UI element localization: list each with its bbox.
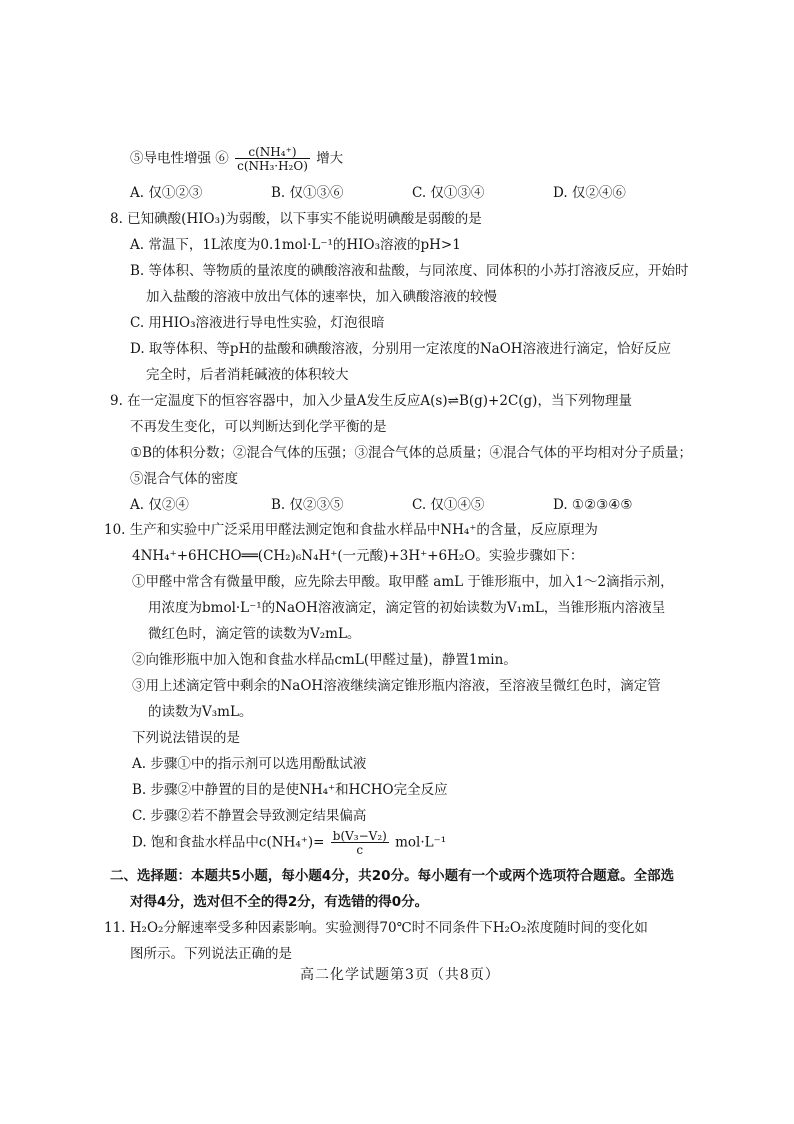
q10-option-d-prefix: D. 饱和食盐水样品中c(NH₄⁺)= (132, 834, 325, 851)
q10-step1-line3: 微红色时，滴定管的读数为V₂mL。 (148, 626, 361, 642)
q9-option-a: A. 仅②④ (130, 497, 189, 513)
q7-items-suffix: 增大 (316, 150, 344, 167)
q10-option-b: B. 步骤②中静置的目的是使NH₄⁺和HCHO完全反应 (132, 782, 448, 798)
q9-stem-line1: 9. 在一定温度下的恒容容器中，加入少量A发生反应A(s)⇌B(g)+2C(g)，当下列物理量 (110, 393, 632, 409)
q10-step1-line2: 用浓度为bmol·L⁻¹的NaOH溶液滴定，滴定管的初始读数为V₁mL，当锥形瓶内溶液呈 (148, 600, 666, 616)
q11-stem-line2: 图所示。下列说法正确的是 (130, 946, 292, 962)
q10-option-d-fraction (331, 830, 389, 856)
q7-option-d: D. 仅②④⑥ (553, 185, 626, 201)
q11-stem-line1: 11. H₂O₂分解速率受多种因素影响。实验测得70℃时不同条件下H₂O₂浓度随时间的变化如 (104, 920, 648, 936)
q8-option-b-line1: B. 等体积、等物质的量浓度的碘酸溶液和盐酸，与同浓度、同体积的小苏打溶液反应，开始时 (130, 263, 689, 279)
q7-items-prefix: ⑤导电性增强 ⑥ (130, 150, 229, 167)
q10-step3-line1: ③用上述滴定管中剩余的NaOH溶液继续滴定锥形瓶内溶液，至溶液呈微红色时，滴定管 (132, 678, 661, 694)
q8-stem: 8. 已知碘酸(HIO₃)为弱酸，以下事实不能说明碘酸是弱酸的是 (110, 211, 482, 227)
q10-step2: ②向锥形瓶中加入饱和食盐水样品cmL(甲醛过量)，静置1min。 (132, 652, 517, 668)
q8-option-a: A. 常温下，1L浓度为0.1mol·L⁻¹的HIO₃溶液的pH>1 (130, 237, 461, 253)
q10-step1-line1: ①甲醛中常含有微量甲酸，应先除去甲酸。取甲醛 amL 于锥形瓶中，加入1～2滴指示剂， (132, 574, 674, 590)
q7-option-b: B. 仅①③⑥ (271, 185, 344, 201)
q9-option-c: C. 仅①④⑤ (412, 497, 485, 513)
q10-ask: 下列说法错误的是 (132, 730, 240, 746)
q10-d-denominator: c (331, 842, 389, 856)
q9-option-d: D. ①②③④⑤ (553, 497, 633, 513)
q7-items-line (130, 146, 343, 172)
q10-equation: 4NH₄⁺+6HCHO══(CH₂)₆N₄H⁺(一元酸)+3H⁺+6H₂O。实验步骤如下： (132, 548, 584, 564)
q7-option-c: C. 仅①③④ (412, 185, 485, 201)
q7-frac-numerator: c(NH₄⁺) (248, 145, 297, 159)
q9-items-line2: ⑤混合气体的密度 (130, 471, 238, 487)
q7-frac-denominator: c(NH₃·H₂O) (237, 159, 308, 173)
q10-option-d (132, 830, 446, 856)
q8-option-d-line1: D. 取等体积、等pH的盐酸和碘酸溶液，分别用一定浓度的NaOH溶液进行滴定，恰好反应 (130, 341, 672, 357)
q10-option-c: C. 步骤②若不静置会导致测定结果偏高 (132, 808, 367, 824)
q9-stem-line2: 不再发生变化，可以判断达到化学平衡的是 (130, 419, 387, 435)
q10-step3-line2: 的读数为V₃mL。 (148, 704, 253, 720)
q9-items-line1: ①B的体积分数；②混合气体的压强；③混合气体的总质量；④混合气体的平均相对分子质量； (130, 445, 693, 461)
section2-heading-line1: 二、选择题：本题共5小题，每小题4分，共20分。每小题有一个或两个选项符合题意。全部选 (110, 868, 675, 884)
q7-ratio-fraction (235, 146, 310, 172)
q10-option-d-suffix: mol·L⁻¹ (395, 834, 447, 851)
q9-option-b: B. 仅②③⑤ (271, 497, 344, 513)
q10-d-numerator: b(V₃−V₂) (332, 829, 387, 843)
q8-option-c: C. 用HIO₃溶液进行导电性实验，灯泡很暗 (130, 315, 385, 331)
section2-heading-line2: 对得4分，选对但不全的得2分，有选错的得0分。 (130, 894, 429, 910)
q7-option-a: A. 仅①②③ (130, 185, 203, 201)
q10-stem: 10. 生产和实验中广泛采用甲醛法测定饱和食盐水样品中NH₄⁺的含量，反应原理为 (104, 522, 598, 538)
q8-option-b-line2: 加入盐酸的溶液中放出气体的速率快，加入碘酸溶液的较慢 (146, 289, 497, 305)
q10-option-a: A. 步骤①中的指示剂可以选用酚酞试液 (132, 756, 367, 772)
q8-option-d-line2: 完全时，后者消耗碱液的体积较大 (146, 367, 349, 383)
page-footer: 高二化学试题第3页（共8页） (300, 967, 500, 983)
